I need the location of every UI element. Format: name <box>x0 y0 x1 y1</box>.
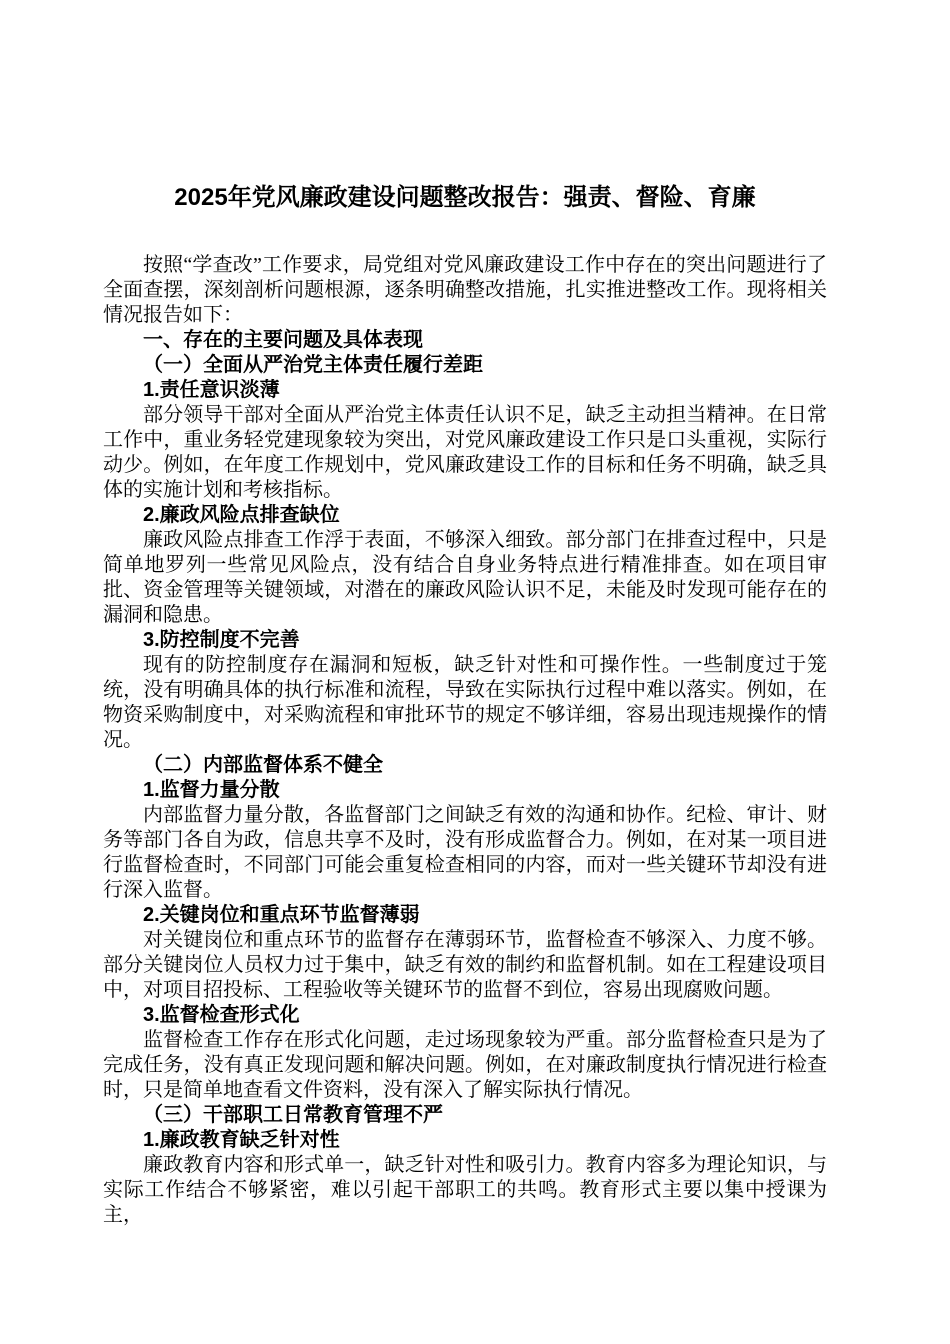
document-paragraph: 廉政教育内容和形式单一，缺乏针对性和吸引力。教育内容多为理论知识，与实际工作结合不够紧密，难以引起干部职工的共鸣。教育形式主要以集中授课为主， <box>103 1154 827 1226</box>
document-paragraph: 廉政风险点排查工作浮于表面，不够深入细致。部分部门在排查过程中，只是简单地罗列一些常见风险点，没有结合自身业务特点进行精准排查。如在项目审批、资金管理等关键领域，对潜在的廉政风险认识不足，未能及时发现可能存在的漏洞和隐患。 <box>103 529 827 626</box>
section-heading: 1.监督力量分散 <box>143 779 280 801</box>
section-heading: 2.廉政风险点排查缺位 <box>143 504 340 526</box>
section-heading: （三）干部职工日常教育管理不严 <box>143 1104 443 1126</box>
document-content <box>103 0 827 1228</box>
section-heading: 1.廉政教育缺乏针对性 <box>143 1129 340 1151</box>
document-paragraph: 内部监督力量分散，各监督部门之间缺乏有效的沟通和协作。纪检、审计、财务等部门各自为政，信息共享不及时，没有形成监督合力。例如，在对某一项目进行监督检查时，不同部门可能会重复检查相同的内容，而对一些关键环节却没有进行深入监督。 <box>103 804 827 901</box>
section-heading: 一、存在的主要问题及具体表现 <box>143 329 423 351</box>
document-paragraph: 部分领导干部对全面从严治党主体责任认识不足，缺乏主动担当精神。在日常工作中，重业务轻党建现象较为突出，对党风廉政建设工作只是口头重视，实际行动少。例如，在年度工作规划中，党风廉政建设工作的目标和任务不明确，缺乏具体的实施计划和考核指标。 <box>103 404 827 501</box>
document-body <box>103 253 827 1228</box>
section-heading: 3.监督检查形式化 <box>143 1004 300 1026</box>
document-paragraph: 按照“学查改”工作要求，局党组对党风廉政建设工作中存在的突出问题进行了全面查摆，深刻剖析问题根源，逐条明确整改措施，扎实推进整改工作。现将相关情况报告如下： <box>103 254 827 326</box>
document-title: 2025年党风廉政建设问题整改报告：强责、督险、育廉 <box>174 184 756 211</box>
section-heading: （二）内部监督体系不健全 <box>143 754 383 776</box>
document-paragraph: 对关键岗位和重点环节的监督存在薄弱环节，监督检查不够深入、力度不够。部分关键岗位人员权力过于集中，缺乏有效的制约和监督机制。如在工程建设项目中，对项目招投标、工程验收等关键环节的监督不到位，容易出现腐败问题。 <box>103 929 827 1001</box>
section-heading: 3.防控制度不完善 <box>143 629 300 651</box>
document-paragraph: 现有的防控制度存在漏洞和短板，缺乏针对性和可操作性。一些制度过于笼统，没有明确具体的执行标准和流程，导致在实际执行过程中难以落实。例如，在物资采购制度中，对采购流程和审批环节的规定不够详细，容易出现违规操作的情况。 <box>103 654 827 751</box>
section-heading: 1.责任意识淡薄 <box>143 379 280 401</box>
section-heading: （一）全面从严治党主体责任履行差距 <box>143 354 483 376</box>
section-heading: 2.关键岗位和重点环节监督薄弱 <box>143 904 420 926</box>
document-paragraph: 监督检查工作存在形式化问题，走过场现象较为严重。部分监督检查只是为了完成任务，没有真正发现问题和解决问题。例如，在对廉政制度执行情况进行检查时，只是简单地查看文件资料，没有深入了解实际执行情况。 <box>103 1029 827 1101</box>
